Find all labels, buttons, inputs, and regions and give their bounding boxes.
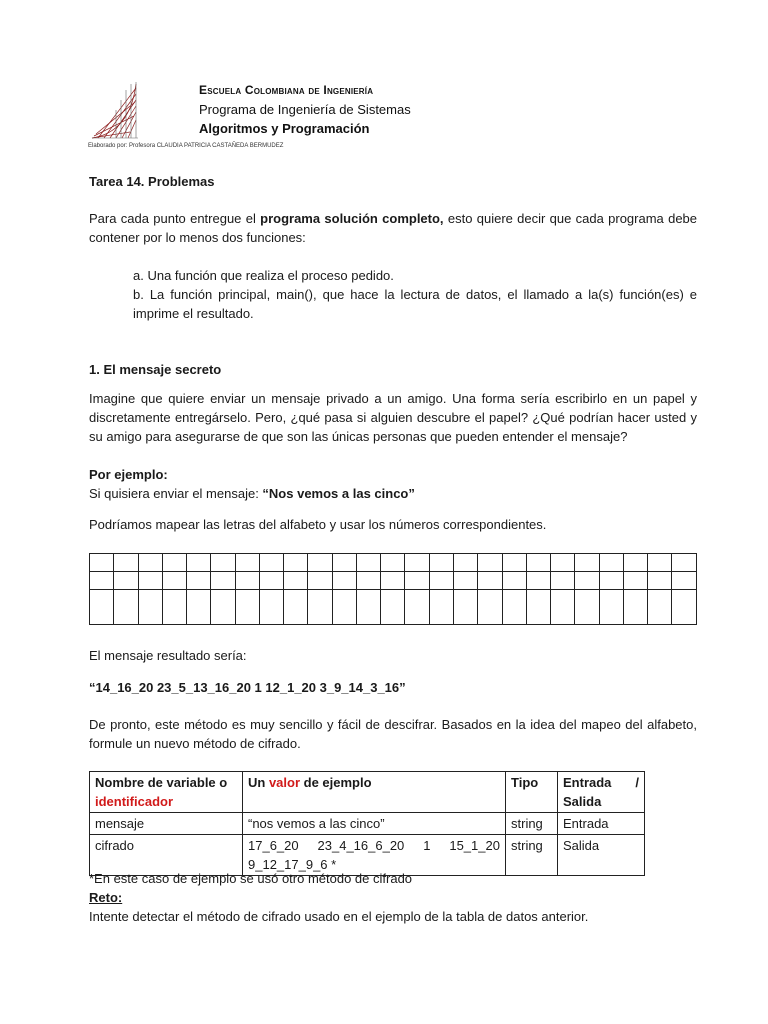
alphabet-cell bbox=[453, 590, 477, 625]
intro-pre: Para cada punto entregue el bbox=[89, 211, 261, 226]
header-io-line bbox=[563, 773, 639, 792]
alphabet-cell bbox=[502, 554, 526, 572]
intro-bold: programa solución completo, bbox=[260, 211, 444, 226]
alphabet-cell bbox=[648, 572, 672, 590]
alphabet-cell bbox=[138, 572, 162, 590]
alphabet-cell bbox=[623, 572, 647, 590]
page-title: Tarea 14. Problemas bbox=[89, 174, 215, 189]
item-b: b. La función principal, main(), que hace la lectura de datos, el llamado a la(s) función(es) e imprime el resultado. bbox=[133, 287, 697, 321]
mapping-text: Podríamos mapear las letras del alfabeto y usar los números correspondientes. bbox=[89, 517, 547, 532]
item-a: a. Una función que realiza el proceso pedido. bbox=[133, 268, 394, 283]
alphabet-cell bbox=[356, 590, 380, 625]
alphabet-cell bbox=[259, 590, 283, 625]
row2-value-line1 bbox=[248, 836, 500, 855]
result-code: “14_16_20 23_5_13_16_20 1 12_1_20 3_9_14_3_16” bbox=[89, 680, 406, 695]
alphabet-cell bbox=[502, 572, 526, 590]
alphabet-cell bbox=[114, 590, 138, 625]
school-name: Escuela Colombiana de Ingeniería bbox=[199, 83, 374, 97]
alphabet-cell bbox=[672, 554, 697, 572]
alphabet-cell bbox=[478, 554, 502, 572]
alphabet-row bbox=[90, 590, 697, 625]
example-message: “Nos vemos a las cinco” bbox=[262, 486, 415, 501]
intro-post: esto quiere decir que cada programa debe contener por lo menos dos funciones: bbox=[89, 211, 698, 245]
alphabet-cell bbox=[526, 572, 550, 590]
alphabet-cell bbox=[575, 572, 599, 590]
section-heading: 1. El mensaje secreto bbox=[89, 362, 222, 377]
alphabet-cell bbox=[405, 554, 429, 572]
alphabet-cell bbox=[672, 572, 697, 590]
alphabet-cell bbox=[90, 590, 114, 625]
alphabet-cell bbox=[308, 572, 332, 590]
header-value-pre: Un bbox=[248, 775, 269, 790]
alphabet-cell bbox=[187, 554, 211, 572]
alphabet-cell bbox=[405, 572, 429, 590]
alphabet-cell bbox=[526, 554, 550, 572]
alphabet-cell bbox=[284, 572, 308, 590]
alphabet-cell bbox=[211, 554, 235, 572]
alphabet-cell bbox=[114, 554, 138, 572]
alphabet-cell bbox=[308, 590, 332, 625]
header-type: Tipo bbox=[506, 772, 558, 813]
alphabet-row bbox=[90, 572, 697, 590]
result-label: El mensaje resultado sería: bbox=[89, 648, 247, 663]
alphabet-table bbox=[89, 553, 697, 625]
alphabet-cell bbox=[453, 554, 477, 572]
alphabet-cell bbox=[332, 554, 356, 572]
alphabet-cell bbox=[381, 590, 405, 625]
table-row bbox=[90, 813, 645, 835]
row1-name: mensaje bbox=[90, 813, 243, 835]
header-io-a: Entrada bbox=[563, 775, 612, 790]
alphabet-cell bbox=[235, 590, 259, 625]
alphabet-cell bbox=[138, 590, 162, 625]
alphabet-cell bbox=[187, 590, 211, 625]
alphabet-cell bbox=[575, 554, 599, 572]
header-value-post: de ejemplo bbox=[300, 775, 372, 790]
value-part: 23_4_16_6_20 bbox=[317, 838, 405, 853]
alphabet-cell bbox=[526, 590, 550, 625]
alphabet-cell bbox=[672, 590, 697, 625]
alphabet-cell bbox=[551, 554, 575, 572]
alphabet-cell bbox=[429, 590, 453, 625]
alphabet-cell bbox=[648, 590, 672, 625]
alphabet-cell bbox=[623, 554, 647, 572]
alphabet-cell bbox=[90, 554, 114, 572]
alphabet-cell bbox=[429, 554, 453, 572]
row2-io: Salida bbox=[558, 835, 645, 876]
alphabet-cell bbox=[429, 572, 453, 590]
alphabet-cell bbox=[623, 590, 647, 625]
alphabet-cell bbox=[138, 554, 162, 572]
alphabet-cell bbox=[356, 572, 380, 590]
row2-value-line2: 9_12_17_9_6 * bbox=[248, 857, 337, 872]
alphabet-cell bbox=[162, 554, 186, 572]
alphabet-cell bbox=[259, 554, 283, 572]
alphabet-cell bbox=[235, 572, 259, 590]
row2-type: string bbox=[506, 835, 558, 876]
alphabet-cell bbox=[599, 590, 623, 625]
alphabet-cell bbox=[381, 572, 405, 590]
alphabet-cell bbox=[284, 554, 308, 572]
row1-type: string bbox=[506, 813, 558, 835]
alphabet-cell bbox=[381, 554, 405, 572]
alphabet-cell bbox=[114, 572, 138, 590]
alphabet-cell bbox=[90, 572, 114, 590]
scenario-paragraph: Imagine que quiere enviar un mensaje privado a un amigo. Una forma sería escribirlo en un papel y discretamente entregárselo. Pero, ¿qué pasa si alguien descubre el papel? ¿Qué podrían hacer usted y su amigo para asegurarse de que son las únicas personas que pueden entender el mensaje? bbox=[89, 391, 697, 444]
header-name-text: Nombre de variable o bbox=[95, 775, 228, 790]
header-io bbox=[558, 772, 645, 813]
alphabet-cell bbox=[599, 554, 623, 572]
alphabet-cell bbox=[235, 554, 259, 572]
example-heading: Por ejemplo: bbox=[89, 467, 168, 482]
course-name: Algoritmos y Programación bbox=[199, 121, 370, 136]
alphabet-cell bbox=[453, 572, 477, 590]
example-pre: Si quisiera enviar el mensaje: bbox=[89, 486, 263, 501]
alphabet-cell bbox=[308, 554, 332, 572]
header-name-red: identificador bbox=[95, 794, 174, 809]
alphabet-cell bbox=[478, 572, 502, 590]
alphabet-cell bbox=[599, 572, 623, 590]
alphabet-cell bbox=[551, 572, 575, 590]
reto-label: Reto: bbox=[89, 890, 123, 905]
alphabet-cell bbox=[551, 590, 575, 625]
alphabet-row bbox=[90, 554, 697, 572]
alphabet-cell bbox=[259, 572, 283, 590]
alphabet-cell bbox=[211, 572, 235, 590]
author-credit: Elaborado por: Profesora CLAUDIA PATRICIA CASTAÑEDA BERMUDEZ bbox=[88, 143, 284, 149]
program-name: Programa de Ingeniería de Sistemas bbox=[199, 102, 411, 117]
header-io-b: Salida bbox=[563, 794, 602, 809]
header-name bbox=[90, 772, 243, 813]
alphabet-cell bbox=[332, 590, 356, 625]
header-value bbox=[243, 772, 506, 813]
header-io-slash: / bbox=[635, 775, 639, 790]
row2-name: cifrado bbox=[90, 835, 243, 876]
reto-text: Intente detectar el método de cifrado usado en el ejemplo de la tabla de datos anterior. bbox=[89, 909, 589, 924]
value-part: 1 bbox=[423, 838, 431, 853]
header-value-red: valor bbox=[268, 775, 301, 790]
alphabet-cell bbox=[211, 590, 235, 625]
row1-io: Entrada bbox=[558, 813, 645, 835]
alphabet-cell bbox=[502, 590, 526, 625]
alphabet-cell bbox=[332, 572, 356, 590]
intro-paragraph bbox=[89, 209, 697, 247]
row1-value: “nos vemos a las cinco” bbox=[243, 813, 506, 835]
example-line bbox=[89, 484, 697, 503]
alphabet-cell bbox=[284, 590, 308, 625]
alphabet-cell bbox=[648, 554, 672, 572]
alphabet-cell bbox=[478, 590, 502, 625]
variables-table bbox=[89, 771, 645, 876]
value-part: 15_1_20 bbox=[449, 838, 500, 853]
value-part: 17_6_20 bbox=[248, 838, 299, 853]
alphabet-cell bbox=[162, 572, 186, 590]
table-header-row bbox=[90, 772, 645, 813]
alphabet-cell bbox=[162, 590, 186, 625]
alphabet-cell bbox=[187, 572, 211, 590]
alphabet-cell bbox=[575, 590, 599, 625]
school-logo bbox=[90, 80, 140, 142]
footnote: *En este caso de ejemplo se usó otro método de cifrado bbox=[89, 871, 413, 886]
alphabet-cell bbox=[405, 590, 429, 625]
alphabet-cell bbox=[356, 554, 380, 572]
challenge-paragraph: De pronto, este método es muy sencillo y fácil de descifrar. Basados en la idea del mapeo del alfabeto, formule un nuevo método de cifrado. bbox=[89, 717, 697, 751]
